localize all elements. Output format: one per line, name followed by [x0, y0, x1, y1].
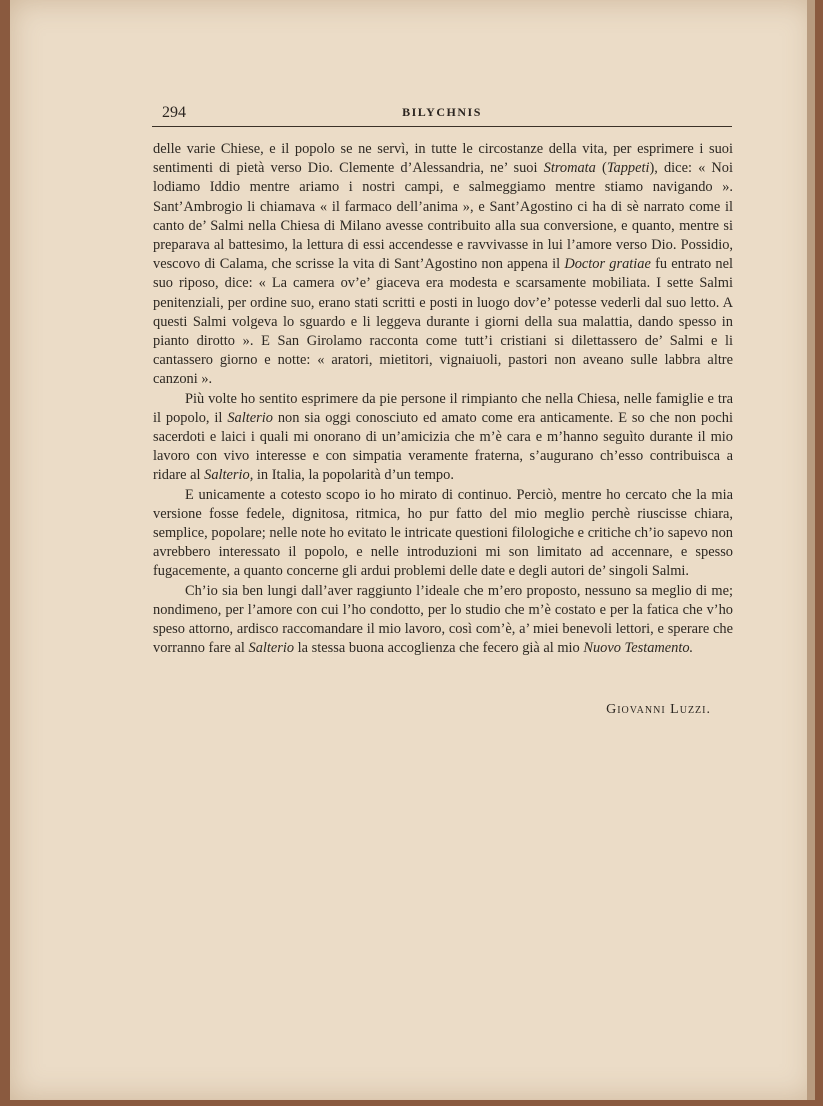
paragraph-2	[153, 390, 733, 486]
text-run: delle varie Chiese, e il popolo se ne servì, in tutte le circostanze della vita, per esprimere i suoi sentimenti di pietà verso Dio. Clemente d’Alessandria, ne’ suoi	[153, 141, 733, 177]
text-run: fu entrato nel suo riposo, dice: « La camera ov’e’ giaceva era modesta e scarsamente mobiliata. I sette Salmi penitenziali, per ordine suo, erano stati scritti e posti in luogo dov’e’ potesse vederli dal suo letto. A questi Salmi volgeva lo sguardo e li leggeva durante i giorni della sua malattia, dando spesso in pianto dirotto ». E San Girolamo racconta come tutt’i cristiani si dilettassero de’ Salmi e li cantassero giorno e notte: « aratori, mietitori, vignaiuoli, pastori non aveano sulle labbra altre canzoni ».	[153, 256, 733, 388]
paragraph-3: E unicamente a cotesto scopo io ho mirato di continuo. Perciò, mentre ho cercato che la mia versione fosse fedele, dignitosa, ritmica, ho pur fatto del mio meglio perchè riuscisse chiara, semplice, popolare; nelle note ho evitato le intricate questioni filologiche e critiche ch’io sapevo non avrebbero interessato il popolo, e nelle introduzioni mi son limitato ad accennare, e spesso fugacemente, a quanto concerne gli ardui problemi delle date e degli autori de’ singoli Salmi.	[153, 486, 733, 580]
text-run: Ch’io sia ben lungi dall’aver raggiunto l’ideale che m’ero proposto, nessuno sa meglio di me; nondimeno, per l’amore con cui l’ho condotto, per lo studio che m’è costato e per la fatica che v’ho speso attorno, ardisco raccomandare il mio lavoro, così com’è, a’ miei benevoli lettori, e sperare che vorranno fare al	[153, 582, 733, 657]
italic-title: Salterio,	[204, 467, 254, 484]
page-header	[152, 100, 732, 127]
author-signature: Giovanni Luzzi.	[606, 702, 711, 717]
text-run: la stessa buona accoglienza che fecero già al mio	[294, 640, 584, 657]
italic-title: Salterio	[248, 640, 295, 657]
text-run: (	[595, 160, 607, 177]
text-run: non sia oggi conosciuto ed amato come era anticamente. E so che non pochi sacerdoti e laici i quali mi onorano di un’amicizia che m’è cara e m’hanno seguìto durante il mio lavoro con vivo interesse e con simpatia veramente fraterna, s’augurano ch’esso contribuisca a ridare al	[153, 409, 733, 484]
paragraph-1	[153, 140, 733, 390]
text-run: ), dice: « Noi lodiamo Iddio mentre ariamo i nostri campi, e salmeggiamo mentre stiamo navigando ». Sant’Ambrogio li chiamava « il farmaco dell’anima », e Sant’Agostino ci ha di sè narrato come il canto de’ Salmi nella Chiesa di Milano avesse contribuito alla sua conversione, e quanto, mentre si preparava al battesimo, la lettura di essi accendesse e ravvivasse in lui l’amore verso Dio. Possidio, vescovo di Calama, che scrisse la vita di Sant’Agostino non appena il	[153, 160, 734, 273]
italic-title: Tappeti	[606, 160, 650, 177]
running-title: BILYCHNIS	[402, 105, 482, 119]
text-run: Più volte ho sentito esprimere da pie persone il rimpianto che nella Chiesa, nelle famiglie e tra il popolo, il	[153, 390, 733, 426]
paragraph-4	[153, 582, 733, 659]
italic-title: Stromata	[543, 160, 596, 177]
text-run: in Italia, la popolarità d’un tempo.	[253, 467, 454, 484]
page-edge-shadow	[807, 0, 815, 1100]
page-number: 294	[162, 104, 186, 121]
book-page	[10, 0, 815, 1100]
italic-title: Nuovo Testamento.	[583, 640, 694, 657]
italic-term: Doctor gratiae	[564, 256, 651, 273]
italic-title: Salterio	[227, 409, 273, 426]
body-text	[153, 140, 733, 658]
